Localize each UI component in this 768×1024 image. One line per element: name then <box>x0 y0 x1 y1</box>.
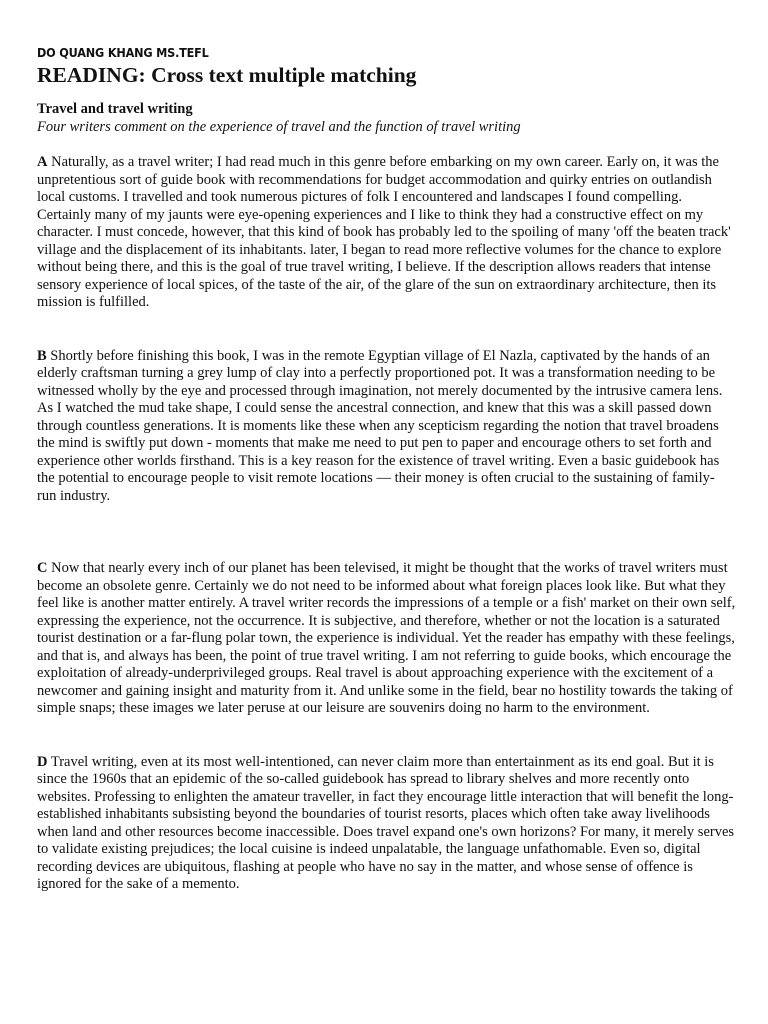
article-intro: Four writers comment on the experience of travel and the function of travel writing <box>37 119 521 135</box>
paragraph-c <box>37 560 737 718</box>
paragraph-letter: C <box>37 560 48 576</box>
paragraph-letter: A <box>37 154 48 170</box>
paragraph-d <box>37 754 737 894</box>
paragraph-letter: D <box>37 753 48 770</box>
page-title: READING: Cross text multiple matching <box>37 63 417 87</box>
author-line: DO QUANG KHANG MS.TEFL <box>37 45 209 60</box>
paragraph-text: Now that nearly every inch of our planet has been televised, it might be thought that the works of travel writers must become an obsolete genre. Certainly we do not need to be informed about what foreign places look like. But what they feel like is another matter entirely. A travel writer records the impressions of a temple or a fish' market on their own self, expressing the experience, not the occurrence. It is subjective, and therefore, whether or not the location is a saturated tourist destination or a far-flung polar town, the experience is individual. Yet the reader has empathy with these feelings, and that is, and always has been, the point of true travel writing. I am not referring to guide books, which encourage the exploitation of already-underprivileged groups. Real travel is about approaching experience with the excitement of a newcomer and gaining insight and maturity from it. And unlike some in the field, bear no hostility towards the taking of simple snaps; these images we later peruse at our leisure are souvenirs doing no harm to the environment. <box>37 560 736 716</box>
paragraph-text: Shortly before finishing this book, I was in the remote Egyptian village of El Nazla, captivated by the hands of an elderly craftsman turning a grey lump of clay into a perfectly proportioned pot. It was a transformation needing to be witnessed wholly by the eye and processed through imagination, not merely documented by the intrusive camera lens. As I watched the mud take shape, I could sense the ancestral connection, and knew that this was a skill passed down through countless generations. It is moments like these when any scepticism regarding the notion that travel broadens the mind is swiftly put down - moments that make me need to put pen to paper and encourage others to set forth and experience other worlds firsthand. This is a key reason for the existence of travel writing. Even a basic guidebook has the potential to encourage people to visit remote locations — their money is often crucial to the sustaining of family- run industry. <box>37 347 723 504</box>
document-page <box>37 44 737 894</box>
paragraph-b <box>37 348 737 506</box>
paragraph-letter: B <box>37 347 47 364</box>
article-subtitle: Travel and travel writing <box>37 101 193 117</box>
paragraph-text: Travel writing, even at its most well-intentioned, can never claim more than entertainment as its end goal. But it is since the 1960s that an epidemic of the so-called guidebook has spread to library shelves and more recently onto websites. Professing to enlighten the amateur traveller, in fact they encourage little interaction that will benefit the long-established inhabitants subsisting beyond the boundaries of tourist resorts, places which often take away livelihoods when land and other resources become inaccessible. Does travel expand one's own horizons? For many, it merely serves to validate existing prejudices; the local cuisine is indeed unpalatable, the language unfathomable. Even so, digital recording devices are ubiquitous, flashing at people who have no say in the matter, and whose sense of offence is ignored for the sake of a memento. <box>37 753 735 892</box>
paragraph-a <box>37 154 737 312</box>
paragraph-text: Naturally, as a travel writer; I had read much in this genre before embarking on my own career. Early on, it was the unpretentious sort of guide book with recommendations for budget accommodation and quirky entries on outlandish local customs. I travelled and took numerous pictures of folk I encountered and landscapes I found compelling. Certainly many of my jaunts were eye-opening experiences and I like to think they had a constructive effect on my character. I must concede, however, that this kind of book has probably led to the spoiling of many 'off the beaten track' village and the displacement of its inhabitants. later, I began to read more reflective volumes for the chance to explore without being there, and this is the goal of true travel writing, I believe. If the description allows readers that intense sensory experience of local spices, of the taste of the air, of the glare of the sun on extraordinary architecture, then its mission is fulfilled. <box>37 154 731 310</box>
